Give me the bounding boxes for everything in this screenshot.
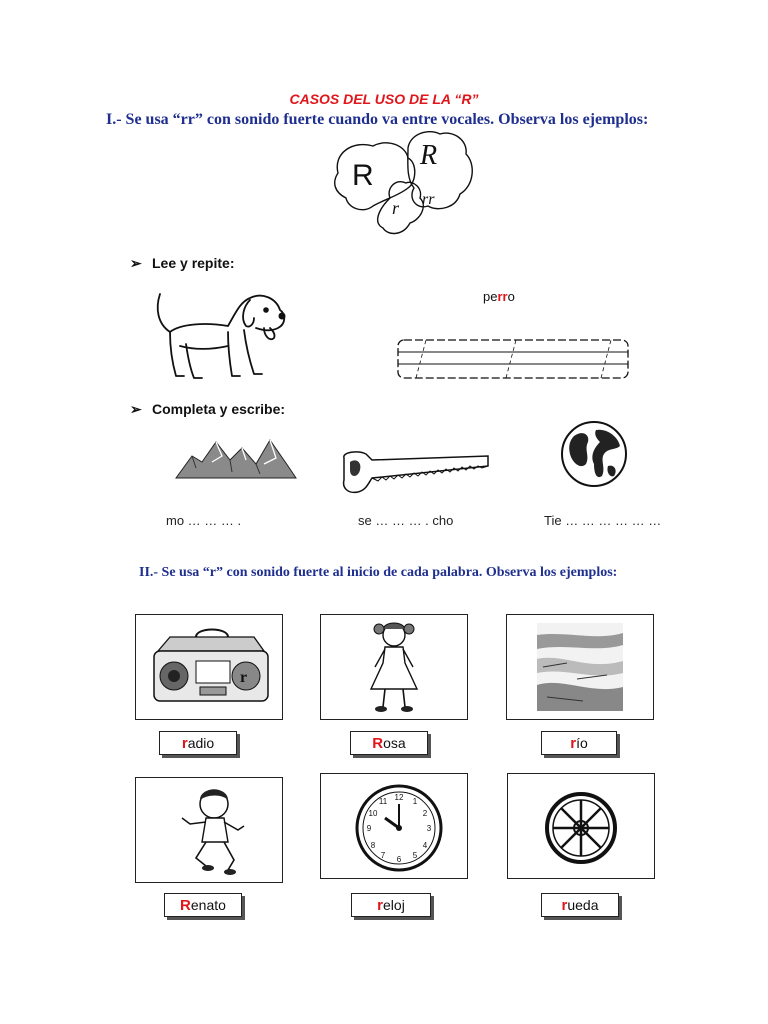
label-radio: radio <box>159 731 237 755</box>
svg-text:r: r <box>240 669 248 686</box>
card-picture-rueda <box>507 773 655 879</box>
svg-text:1: 1 <box>412 797 418 806</box>
section2-heading: II.- Se usa “r” con sonido fuerte al inicio de cada palabra. Observa los ejemplos: <box>139 565 618 580</box>
svg-text:12: 12 <box>394 793 404 802</box>
svg-text:3: 3 <box>426 824 432 833</box>
exercise-text-saw[interactable]: se … … … . cho <box>358 513 454 528</box>
label-rio: río <box>541 731 617 755</box>
logo-small-r: r <box>392 198 400 218</box>
card-picture-rio <box>506 614 654 720</box>
logo-script-r: R <box>420 140 438 171</box>
label-rosa: Rosa <box>350 731 428 755</box>
bullet-lee-y-repite: ➢ Lee y repite: <box>130 255 235 271</box>
label-renato: Renato <box>164 893 242 917</box>
globe-icon <box>560 420 628 488</box>
card-picture-renato <box>135 777 283 883</box>
radio-icon <box>136 615 282 719</box>
page-title: CASOS DEL USO DE LA “R” <box>289 91 479 107</box>
example-word-perro: perro <box>483 289 515 304</box>
card-picture-radio <box>135 614 283 720</box>
writing-lines-box[interactable] <box>396 336 632 384</box>
svg-text:10: 10 <box>368 809 378 818</box>
exercise-text-mountains[interactable]: mo … … … . <box>166 513 242 528</box>
boy-running-icon <box>136 778 282 882</box>
girl-icon <box>321 615 467 719</box>
dog-icon <box>150 284 290 388</box>
logo-double-r: rr <box>422 191 435 208</box>
label-rueda: rueda <box>541 893 619 917</box>
svg-text:5: 5 <box>412 851 418 860</box>
arrow-bullet-icon: ➢ <box>130 401 142 417</box>
river-icon <box>507 615 653 719</box>
svg-text:2: 2 <box>422 809 428 818</box>
svg-text:6: 6 <box>396 855 402 864</box>
svg-text:9: 9 <box>366 824 372 833</box>
svg-text:4: 4 <box>422 841 428 850</box>
card-picture-rosa <box>320 614 468 720</box>
wheel-icon <box>508 774 654 878</box>
label-reloj: reloj <box>351 893 431 917</box>
mountains-icon <box>172 432 300 482</box>
letter-r-cloud-image <box>328 128 478 240</box>
logo-big-r: R <box>352 159 374 192</box>
clock-icon <box>321 774 467 878</box>
svg-text:11: 11 <box>378 797 388 806</box>
svg-text:8: 8 <box>370 841 376 850</box>
svg-text:7: 7 <box>380 851 386 860</box>
card-picture-reloj <box>320 773 468 879</box>
exercise-text-globe[interactable]: Tie … … … … … … <box>544 513 662 528</box>
section1-heading: I.- Se usa “rr” con sonido fuerte cuando va entre vocales. Observa los ejemplos: <box>106 111 649 128</box>
saw-icon <box>338 448 492 496</box>
bullet-completa-y-escribe: ➢ Completa y escribe: <box>130 401 286 417</box>
arrow-bullet-icon: ➢ <box>130 255 142 271</box>
